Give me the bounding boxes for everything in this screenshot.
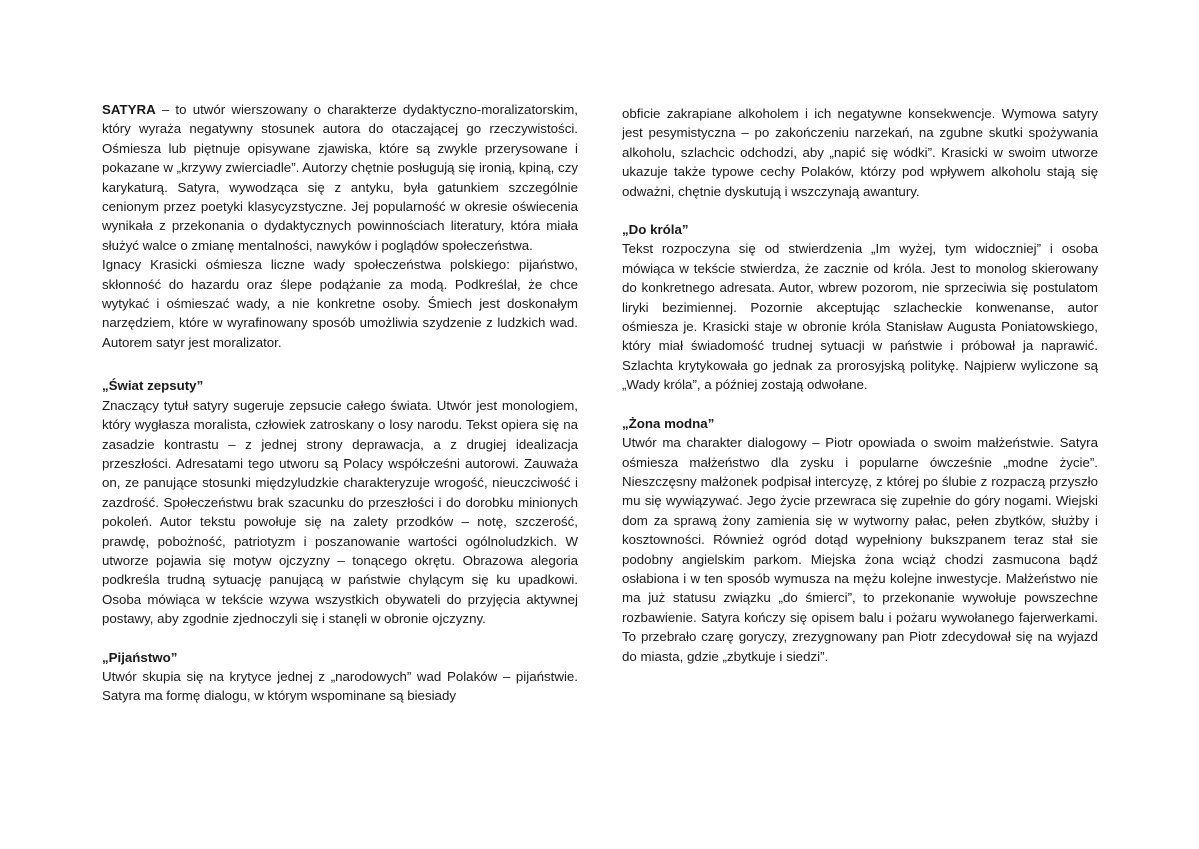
section-heading: „Świat zepsuty” (102, 378, 204, 394)
do-krola-section (622, 220, 1098, 395)
intro-paragraph (102, 100, 578, 255)
zona-modna-section (622, 414, 1098, 666)
pijanstwo-section (102, 648, 578, 706)
section-text: Utwór skupia się na krytyce jednej z „narodowych” wad Polaków – pijaństwie. Satyra ma formę dialogu, w którym wspominane są biesiady (102, 668, 578, 704)
left-column (102, 100, 578, 725)
section-text: Tekst rozpoczyna się od stwierdzenia „Im wyżej, tym widoczniej” i osoba mówiąca w tekście stwierdza, że zacznie od króla. Jest to monolog skierowany do konkretnego adresata. Autor, wbrew pozorom, nie sprzeciwia się postulatom liryki bezimiennej. Pozornie akceptując szlacheckie konwenanse, autor ośmiesza je. Krasicki staje w obronie króla Stanisław Augusta Poniatowskiego, który miał świadomość trudnej sytuacji w państwie i próbował ja naprawić. Szlachta krytykowała go jednak za prorosyjską politykę. Najpierw wyliczone są „Wady króla”, a później zostają odwołane. (622, 241, 1098, 393)
intro-section (102, 100, 578, 352)
intro-text: – to utwór wierszowany o charakterze dydaktyczno-moralizatorskim, który wyraża negatywny stosunek autora do otaczającej go rzeczywistości. Ośmiesza lub piętnuje opisywane zjawiska, które są zwykle przerysowane i pokazane w „krzywy zwierciadle”. Autorzy chętnie posługują się ironią, kpiną, czy karykaturą. Satyra, wywodząca się z antyku, była gatunkiem szczególnie cenionym przez poetyki klasycyzstyczne. Jej popularność w okresie oświecenia wynikała z przekonania o dydaktycznych powinnościach literatury, która miała służyć walce o zmianę mentalności, nawyków i poglądów społeczeństwa. (102, 102, 578, 253)
right-column (622, 104, 1098, 685)
intro-paragraph-2: Ignacy Krasicki ośmiesza liczne wady społeczeństwa polskiego: pijaństwo, skłonność do hazardu oraz ślepe podążanie za modą. Podkreślał, że chce wytykać i ośmieszać wady, a nie konkretne osoby. Śmiech jest doskonałym narzędziem, które w wyrafinowany sposób umożliwia szydzenie z ludzkich wad. Autorem satyr jest moralizator. (102, 257, 578, 350)
pijanstwo-continued (622, 104, 1098, 201)
section-text: obficie zakrapiane alkoholem i ich negatywne konsekwencje. Wymowa satyry jest pesymistyczna – po zakończeniu narzekań, na zgubne skutki spożywania alkoholu, szlachcic odchodzi, aby „napić się wódki”. Krasicki w swoim utworze ukazuje także typowe cechy Polaków, którzy pod wpływem alkoholu stają się odważni, chętnie dyskutują i wszczynają awantury. (622, 106, 1098, 199)
section-text: Utwór ma charakter dialogowy – Piotr opowiada o swoim małżeństwie. Satyra ośmiesza małżeństwo dla zysku i popularne ówcześnie „modne życie”. Nieszczęsny małżonek podpisał intercyzę, z której po ślubie z rozpaczą przyszło mu się wywiązywać. Jego życie przewraca się zupełnie do góry nogami. Wiejski dom za sprawą żony zamienia się w wytworny pałac, pełen zbytków, służby i kosztowności. Również ogród dotąd wypełniony bukszpanem teraz stał sie podobny angielskim parkom. Miejska żona wciąż chodzi zasmucona bądź osłabiona i w ten sposób wymusza na mężu kolejne inwestycje. Małżeństwo nie ma już statusu związku „do śmierci”, to przekonanie wywołuje powszechne rozbawienie. Satyra kończy się opisem balu i pożaru wywołanego fajerwerkami. To przebrało czarę goryczy, zrezygnowany pan Piotr zdecydował się na wyjazd do miasta, gdzie „zbytkuje i siedzi”. (622, 435, 1098, 664)
section-heading: „Pijaństwo” (102, 649, 178, 665)
satyra-term: SATYRA (102, 102, 156, 117)
swiat-zepsuty-section (102, 376, 578, 628)
section-heading: „Żona modna” (622, 415, 715, 431)
section-text: Znaczący tytuł satyry sugeruje zepsucie całego świata. Utwór jest monologiem, który wygłasza moralista, człowiek zatroskany o losy narodu. Tekst opiera się na zasadzie kontrastu – z jednej strony deprawacja, a z drugiej idealizacja przeszłości. Adresatami tego utworu są Polacy współcześni autorowi. Zauważa on, ze panujące stosunki międzyludzkie charakteryzuje wrogość, nieuczciwość i zazdrość. Społeczeństwu brak szacunku do przeszłości i do dorobku minionych pokoleń. Autor tekstu powołuje się na zalety przodków – notę, szczerość, prawdę, pobożność, patriotyzm i poszanowanie wartości ogólnoludzkich. W utworze pojawia się motyw ojczyzny – tonącego okrętu. Obrazowa alegoria podkreśla trudną sytuację panującą w państwie chylącym się ku upadkowi. Osoba mówiąca w tekście wzywa wszystkich obywateli do przyjęcia aktywnej postawy, aby zgodnie zjednoczyli się i stanęli w obronie ojczyzny. (102, 397, 578, 627)
section-heading: „Do króla” (622, 222, 689, 238)
